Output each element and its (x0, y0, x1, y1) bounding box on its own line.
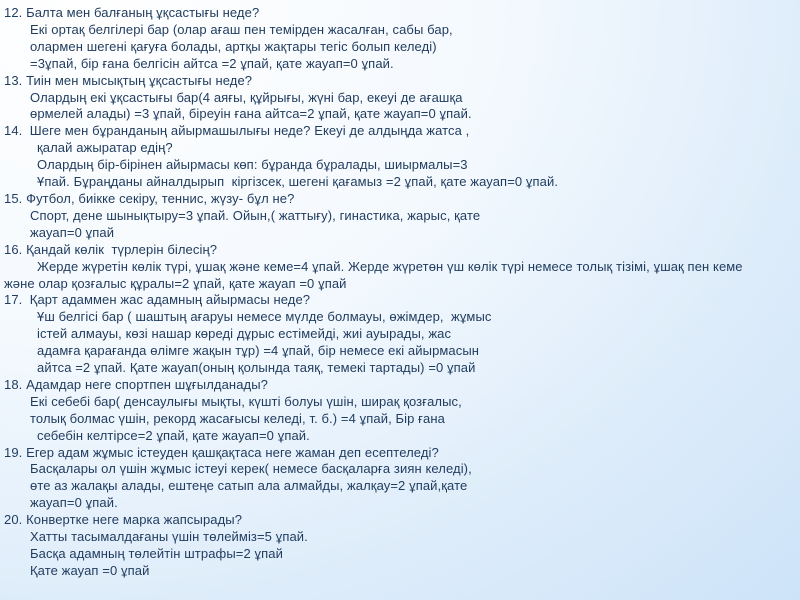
text-line: Спорт, дене шынықтыру=3 ұпай. Ойын,( жаттығу), гинастика, жарыс, қате (30, 207, 481, 223)
text-line: Басқа адамның төлейтін штрафы=2 ұпай (30, 546, 283, 561)
text-line: қалай ажыратар едің? (37, 140, 173, 156)
text-line: Жерде жүретін көлік түрі, ұшақ және кеме=4 ұпай. Жерде жүретөн үш көлік түрі немесе толық тізімі, ұшақ пен кеме (37, 258, 743, 274)
text-line: Қате жауап =0 ұпай (30, 562, 150, 578)
text-line: толық болмас үшін, рекорд жасағысы келеді, т. б.) =4 ұпай, Бір ғана (30, 410, 445, 426)
text-line: Ұпай. Бұраңданы айналдырып кіргізсек, шегені қағамыз =2 ұпай, қате жауап=0 ұпай. (37, 174, 559, 190)
text-line: адамға қарағанда өлімге жақын тұр) =4 ұпай, бір немесе екі айырмасын (37, 343, 480, 359)
question-19-line: 19. Егер адам жұмыс істеуден қашқақтаса неге жаман деп есептеледі? (4, 444, 439, 460)
text-line: айтса =2 ұпай. Қате жауап(оның қолында таяқ, темекі тартады) =0 ұпай (37, 360, 476, 376)
text-line: өрмелей алады) =3 ұпай, біреуін ғана айтса=2 ұпай, қате жауап=0 ұпай. (30, 106, 472, 122)
question-14-line: 14. Шеге мен бұранданың айырмашылығы неде? Екеуі де алдыңда жатса , (4, 123, 470, 139)
question-12-line: 12. Балта мен балғаның ұқсастығы неде? (4, 5, 260, 20)
text-line: жауап=0 ұпай. (30, 495, 118, 511)
question-15-line: 15. Футбол, биікке секіру, теннис, жүзу- бұл не? (4, 190, 295, 206)
text-line: =3ұпай, бір ғана белгісін айтса =2 ұпай, қате жауап=0 ұпай. (30, 55, 394, 71)
text-line: істей алмауы, көзі нашар көреді дұрыс естімейді, жиі ауырады, жас (37, 326, 452, 342)
text-line: Ұш белгісі бар ( шаштың ағаруы немесе мүлде болмауы, өжімдер, жұмыс (37, 309, 492, 325)
text-line: Басқалары ол үшін жұмыс істеуі керек( немесе басқаларға зиян келеді), (30, 461, 472, 477)
question-18-line: 18. Адамдар неге спортпен шұғылданады? (4, 376, 268, 392)
text-line: Екі себебі бар( денсаулығы мықты, күшті болуы үшін, ширақ қозғалыс, (30, 393, 462, 409)
text-line: жауап=0 ұпай (30, 224, 115, 240)
text-line: өте аз жалақы алады, ештеңе сатып ала алмайды, жалқау=2 ұпай,қате (30, 478, 468, 494)
text-line: себебін келтірсе=2 ұпай, қате жауап=0 ұпай. (37, 427, 310, 443)
question-16-line: 16. Қандай көлік түрлерін білесің? (4, 241, 218, 257)
text-line: олармен шегені қағуға болады, артқы жақтары тегіс болып келеді) (30, 38, 437, 54)
text-line: және олар қозғалыс құралы=2 ұпай, қате жауап =0 ұпай (4, 275, 347, 291)
question-20-line: 20. Конвертке неге марка жапсырады? (4, 512, 243, 528)
text-line: Олардың екі ұқсастығы бар(4 аяғы, құйрығы, жүні бар, екеуі де ағашқа (30, 89, 463, 105)
question-17-line: 17. Қарт адаммен жас адамның айырмасы неде? (4, 292, 311, 308)
text-line: Хатты тасымалдағаны үшін төлейміз=5 ұпай. (30, 529, 308, 545)
text-line: Екі ортақ белгілері бар (олар ағаш пен темірден жасалған, сабы бар, (30, 21, 453, 37)
question-13-line: 13. Тиін мен мысықтың ұқсастығы неде? (4, 72, 253, 88)
text-line: Олардың бір-бірінен айырмасы көп: бұранда бұралады, шиырмалы=3 (37, 157, 468, 173)
